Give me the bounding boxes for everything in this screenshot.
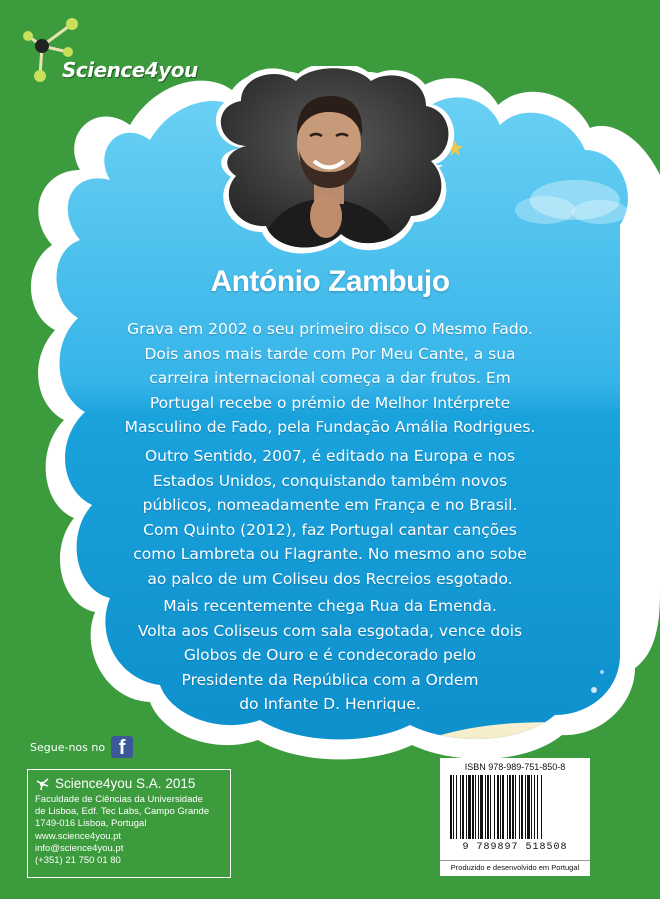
bio-paragraph-3 <box>90 594 570 717</box>
text-line: Mais recentemente chega Rua da Emenda. <box>163 597 497 615</box>
text-line: Masculino de Fado, pela Fundação Amália Rodrigues. <box>124 418 536 436</box>
website-link[interactable]: www.science4you.pt <box>35 830 122 842</box>
text-line: públicos, nomeadamente em França e no Brasil. <box>142 496 518 514</box>
phone-number: (+351) 21 750 01 80 <box>35 855 121 867</box>
text-line: ao palco de um Coliseu dos Recreios esgotado. <box>147 569 513 588</box>
text-line: Volta aos Coliseus com sala esgotada, vence dois <box>137 621 523 640</box>
text-line: Presidente da República com a Ordem <box>181 670 479 689</box>
barcode-image <box>446 775 584 841</box>
bio-paragraph-1 <box>90 317 570 440</box>
text-line: carreira internacional começa a dar frutos. Em <box>149 369 511 387</box>
social-links <box>30 736 133 758</box>
company-info-box <box>27 769 231 878</box>
science4you-logo <box>20 16 230 96</box>
text-line: como Lambreta ou Flagrante. No mesmo ano sobe <box>133 545 527 563</box>
text-line: Com Quinto (2012), faz Portugal cantar canções <box>143 520 517 539</box>
text-line: Globos de Ouro e é condecorado pelo <box>183 646 477 664</box>
company-name-row <box>35 776 223 791</box>
text-line: Grava em 2002 o seu primeiro disco O Mesmo Fado. <box>127 320 533 338</box>
text-line: Estados Unidos, conquistando também novos <box>152 471 508 490</box>
text-line: Portugal recebe o prémio de Melhor Intérprete <box>149 393 511 412</box>
barcode-box <box>440 758 590 876</box>
address-line: Faculdade de Ciências da Universidade <box>35 794 203 805</box>
text-line: Outro Sentido, 2007, é editado na Europa e nos <box>144 447 516 465</box>
facebook-icon[interactable]: f <box>111 736 133 758</box>
social-label: Segue-nos no <box>30 740 106 754</box>
text-line: Dois anos mais tarde com Por Meu Cante, a sua <box>144 344 516 363</box>
produced-label: Produzido e desenvolvido em Portugal <box>440 860 590 872</box>
email-link[interactable]: info@science4you.pt <box>35 842 124 854</box>
address-line: 1749-016 Lisboa, Portugal <box>35 818 147 830</box>
company-name: Science4you S.A. 2015 <box>55 776 196 791</box>
molecule-icon <box>35 777 51 791</box>
bio-paragraph-2 <box>90 444 570 591</box>
isbn-label: ISBN 978-989-751-850-8 <box>464 762 566 772</box>
address-line: de Lisboa, Edf. Tec Labs, Campo Grande <box>35 806 210 818</box>
page-title: António Zambujo <box>210 265 450 298</box>
text-line: do Infante D. Henrique. <box>239 695 421 713</box>
logo-text: Science4you <box>62 58 198 82</box>
barcode-number: 9 789897 518508 <box>462 842 568 853</box>
portrait-photo <box>206 66 456 254</box>
